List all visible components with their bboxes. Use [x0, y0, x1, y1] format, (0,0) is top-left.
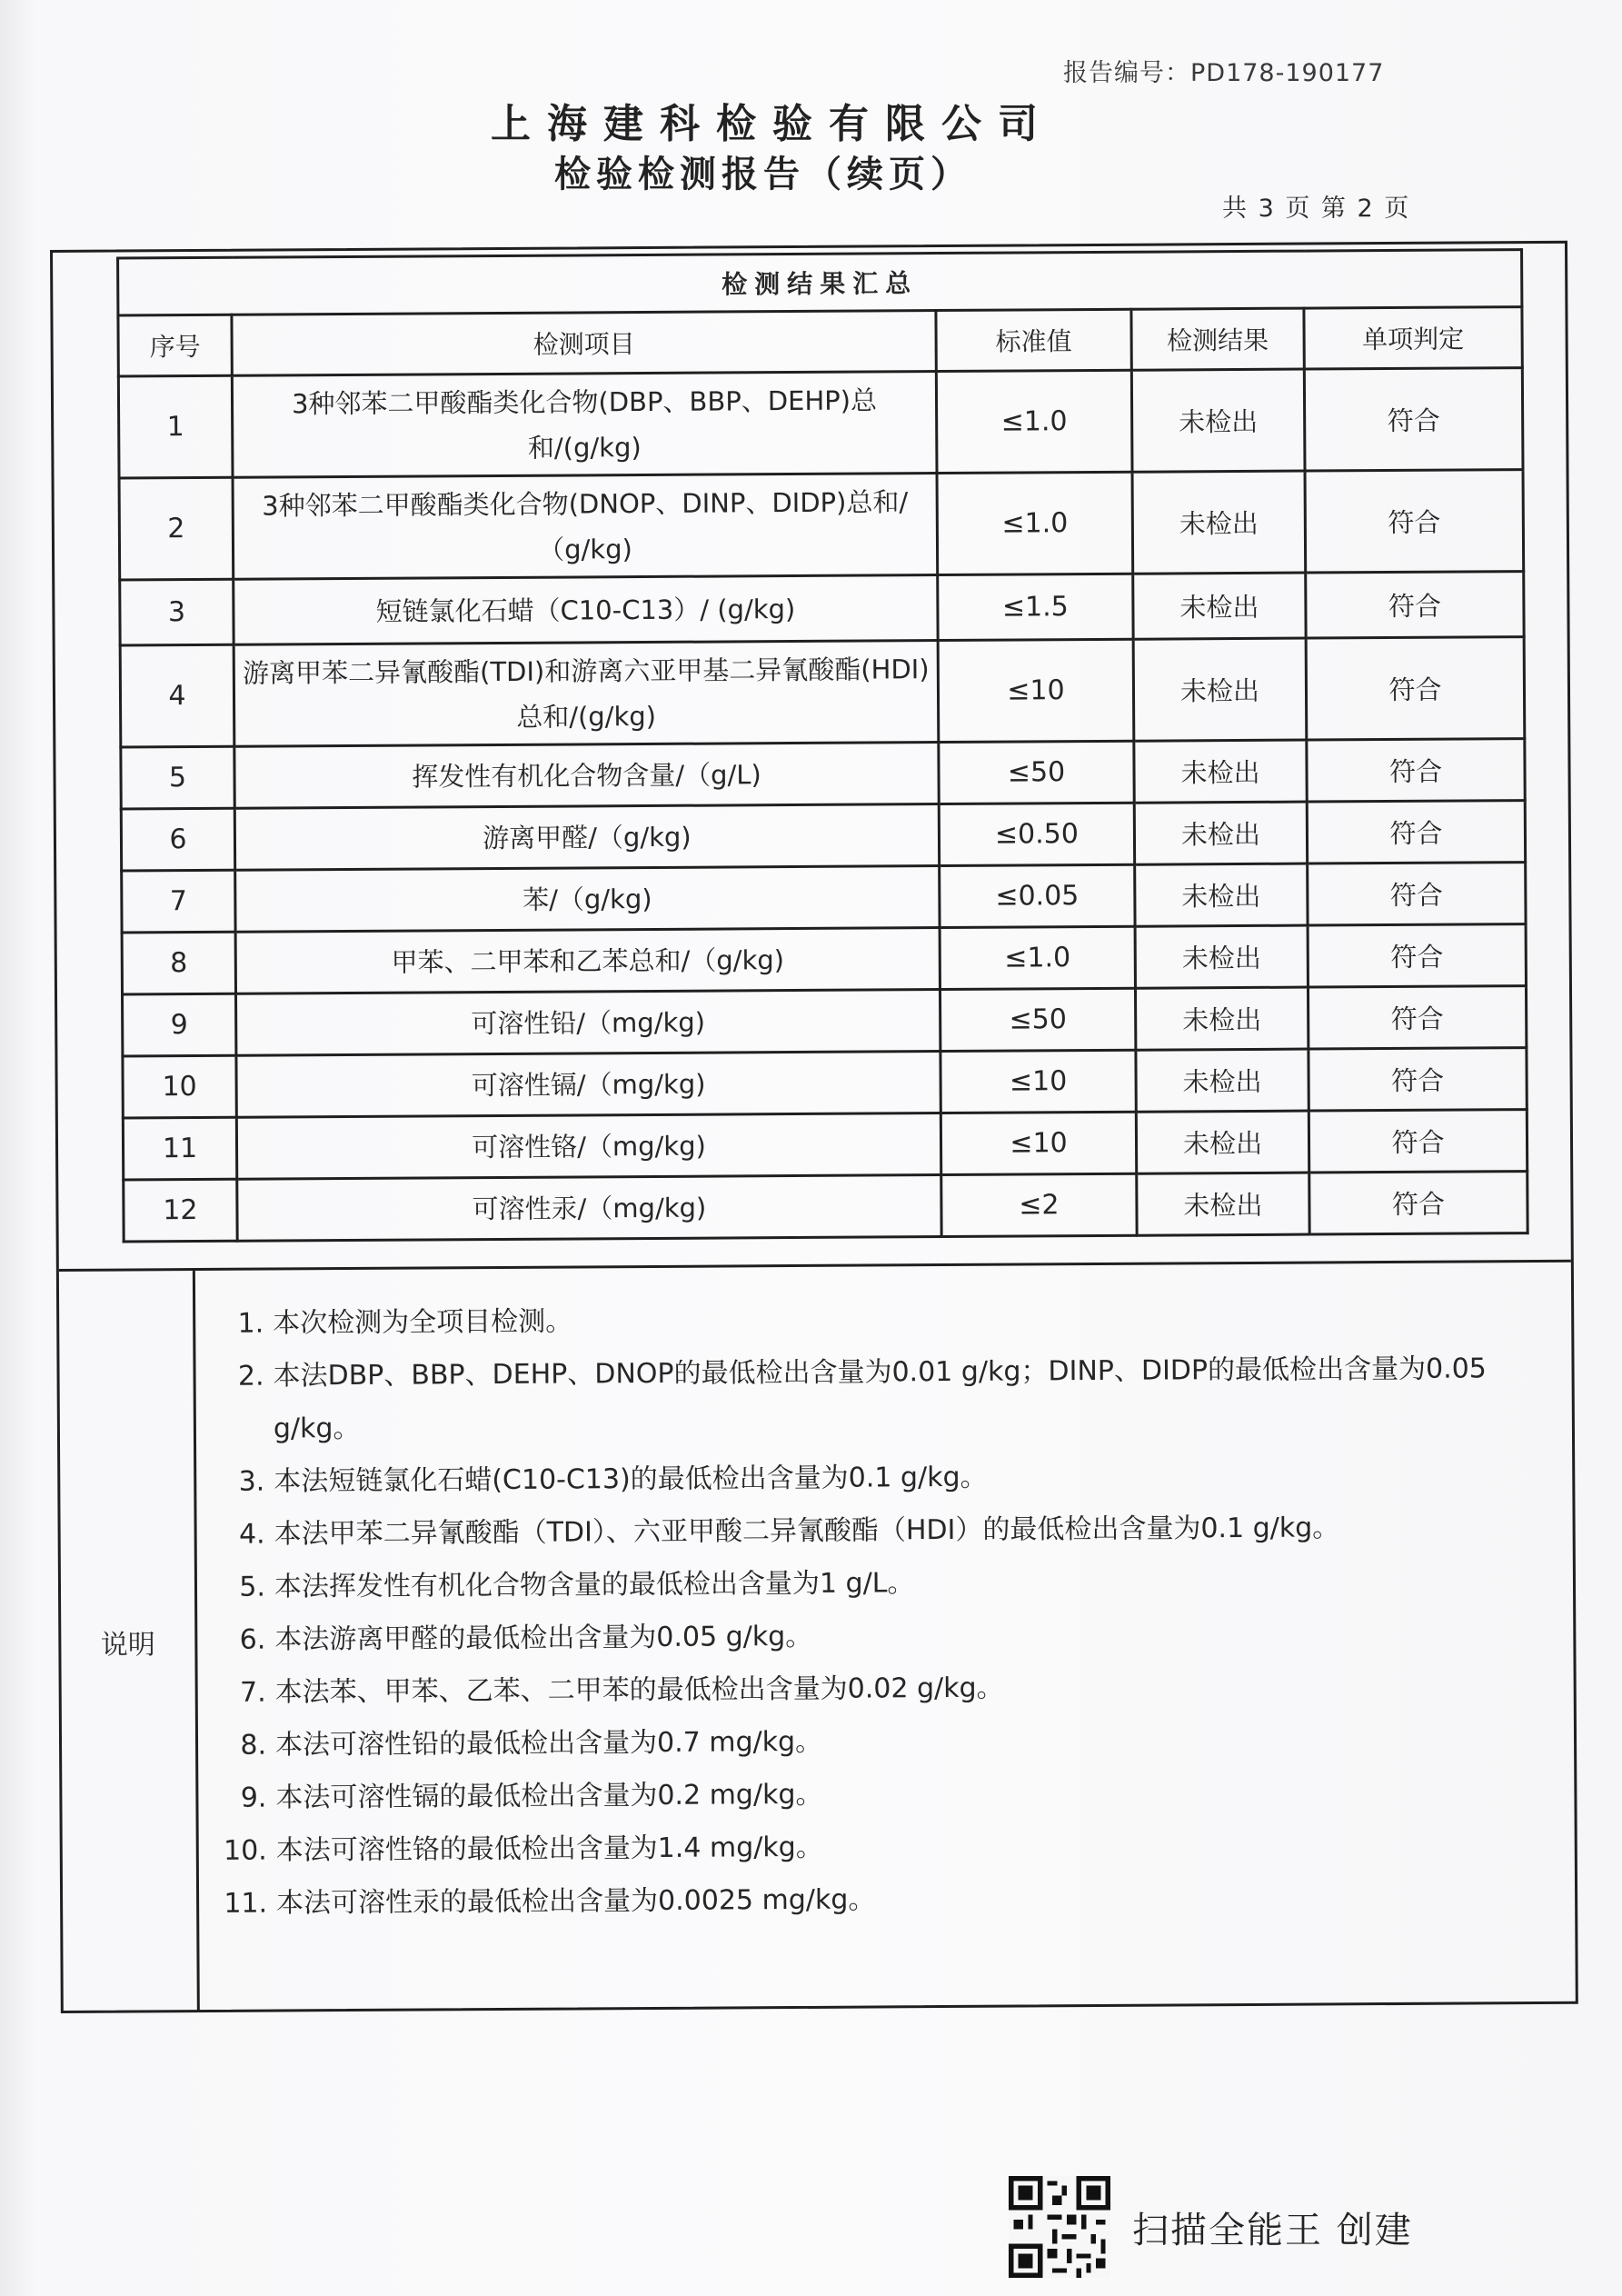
row-test-item: 可溶性铬/（mg/kg) [236, 1113, 940, 1180]
note-item [212, 1659, 1547, 1720]
scanner-watermark-text: 扫描全能王 创建 [1132, 2209, 1413, 2251]
row-judgment: 符合 [1309, 1110, 1527, 1173]
row-judgment: 符合 [1307, 739, 1525, 802]
row-number: 8 [122, 932, 235, 994]
row-standard-value: ≤1.0 [940, 926, 1135, 989]
note-text: 本法游离甲醛的最低检出含量为0.05 g/kg。 [274, 1620, 813, 1656]
table-row [122, 863, 1526, 933]
row-standard-value: ≤1.0 [936, 370, 1132, 473]
row-judgment: 符合 [1308, 924, 1526, 987]
note-number: 11. [224, 1887, 268, 1920]
note-text: 本法可溶性镉的最低检出含量为0.2 mg/kg。 [275, 1778, 823, 1814]
notes-section [59, 1260, 1576, 2012]
row-number: 11 [123, 1117, 236, 1180]
note-item [211, 1553, 1547, 1614]
note-number: 6. [239, 1623, 266, 1656]
company-name: 上海建科检验有限公司 [491, 101, 1054, 147]
note-text: 本法可溶性汞的最低检出含量为0.0025 mg/kg。 [276, 1883, 876, 1920]
row-number: 4 [120, 644, 234, 747]
column-header: 检测项目 [232, 311, 936, 376]
row-judgment: 符合 [1308, 863, 1526, 925]
row-judgment: 符合 [1308, 986, 1526, 1049]
row-number: 2 [119, 477, 234, 580]
row-standard-value: ≤1.0 [937, 472, 1133, 574]
table-row [121, 739, 1525, 809]
note-text: 本法苯、甲苯、乙苯、二甲苯的最低检出含量为0.02 g/kg。 [274, 1672, 1004, 1709]
note-number: 4. [238, 1518, 265, 1551]
row-standard-value: ≤10 [940, 1112, 1136, 1174]
note-item [213, 1870, 1548, 1931]
row-test-item: 可溶性汞/（mg/kg) [237, 1175, 941, 1242]
row-standard-value: ≤1.5 [938, 574, 1133, 640]
page-count: 共 3 页 第 2 页 [1222, 195, 1411, 223]
table-row [123, 986, 1527, 1056]
note-number: 10. [223, 1834, 267, 1867]
note-number: 3. [238, 1465, 265, 1498]
note-number: 9. [240, 1782, 267, 1814]
row-number: 9 [123, 993, 236, 1056]
table-row [123, 1110, 1527, 1180]
row-number: 3 [120, 579, 234, 645]
table-row [122, 924, 1526, 994]
row-test-result: 未检出 [1134, 740, 1307, 803]
note-text: 本法甲苯二异氰酸酯（TDI）、六亚甲酸二异氰酸酯（HDI）的最低检出含量为0.1 g/kg。 [274, 1512, 1340, 1551]
row-test-item: 游离甲苯二异氰酸酯(TDI)和游离六亚甲基二异氰酸酯(HDI)总和/(g/kg) [234, 641, 939, 747]
report-frame [50, 241, 1578, 2013]
row-test-result: 未检出 [1135, 925, 1308, 988]
report-number: 报告编号：PD178-190177 [1063, 59, 1385, 87]
table-row [124, 1172, 1527, 1242]
row-standard-value: ≤0.50 [939, 803, 1134, 865]
row-number: 7 [122, 870, 235, 933]
row-judgment: 符合 [1309, 1172, 1527, 1234]
row-test-item: 苯/（g/kg) [235, 866, 940, 933]
table-row [123, 1048, 1527, 1118]
note-text: 本法可溶性铬的最低检出含量为1.4 mg/kg。 [275, 1831, 823, 1867]
note-item [212, 1764, 1547, 1825]
column-header: 检测结果 [1131, 308, 1304, 370]
row-test-item: 3种邻苯二甲酸酯类化合物(DNOP、DINP、DIDP)总和/（g/kg) [233, 474, 938, 580]
row-judgment: 符合 [1307, 801, 1525, 863]
note-item [210, 1448, 1546, 1509]
table-row [120, 637, 1525, 747]
row-test-result: 未检出 [1136, 1049, 1309, 1112]
note-text: 本法短链氯化石蜡(C10-C13)的最低检出含量为0.1 g/kg。 [274, 1461, 988, 1498]
note-item [209, 1290, 1545, 1351]
row-test-result: 未检出 [1132, 471, 1306, 574]
note-number: 8. [240, 1729, 267, 1762]
row-number: 5 [121, 746, 234, 809]
notes-list [209, 1290, 1548, 1931]
note-item [209, 1343, 1546, 1456]
row-judgment: 符合 [1304, 368, 1523, 471]
row-test-item: 游离甲醛/（g/kg) [234, 804, 939, 871]
row-standard-value: ≤50 [940, 988, 1135, 1051]
row-number: 1 [118, 375, 233, 478]
qr-code-icon [1009, 2176, 1110, 2278]
note-item [210, 1501, 1546, 1562]
note-item [213, 1817, 1548, 1878]
summary-title: 检测结果汇总 [118, 250, 1522, 315]
scanner-footer [1009, 2172, 1413, 2281]
row-test-result: 未检出 [1133, 638, 1307, 741]
row-test-item: 3种邻苯二甲酸酯类化合物(DBP、BBP、DEHP)总和/(g/kg) [232, 372, 937, 478]
note-number: 7. [239, 1676, 266, 1709]
table-row [121, 801, 1525, 871]
row-test-item: 短链氯化石蜡（C10-C13）/ (g/kg) [234, 575, 938, 645]
row-judgment: 符合 [1305, 470, 1524, 573]
column-header: 单项判定 [1304, 307, 1522, 369]
row-test-result: 未检出 [1134, 802, 1307, 864]
note-number: 5. [239, 1571, 266, 1603]
note-number: 2. [237, 1360, 264, 1393]
note-number: 1. [237, 1307, 264, 1340]
note-text: 本法挥发性有机化合物含量的最低检出含量为1 g/L。 [274, 1567, 915, 1603]
note-text: 本法DBP、BBP、DEHP、DNOP的最低检出含量为0.01 g/kg；DINP、DIDP的最低检出含量为0.05 g/kg。 [273, 1353, 1487, 1445]
row-judgment: 符合 [1309, 1048, 1527, 1111]
row-test-result: 未检出 [1135, 987, 1308, 1050]
row-test-item: 可溶性镉/（mg/kg) [236, 1052, 940, 1118]
row-standard-value: ≤0.05 [940, 864, 1135, 927]
table-row [120, 572, 1524, 645]
table-row [119, 470, 1524, 580]
row-number: 10 [123, 1055, 236, 1118]
row-standard-value: ≤10 [938, 639, 1134, 742]
table-row [118, 368, 1523, 478]
column-header: 标准值 [936, 309, 1131, 371]
table-header-row [118, 307, 1522, 376]
row-test-result: 未检出 [1137, 1173, 1309, 1235]
row-test-result: 未检出 [1133, 573, 1306, 639]
results-table [116, 248, 1529, 1243]
row-test-result: 未检出 [1131, 369, 1305, 472]
note-text: 本次检测为全项目检测。 [273, 1305, 573, 1340]
row-test-result: 未检出 [1135, 863, 1308, 926]
row-judgment: 符合 [1306, 637, 1525, 740]
row-number: 6 [121, 808, 234, 871]
row-standard-value: ≤2 [941, 1173, 1137, 1236]
note-item [212, 1712, 1547, 1772]
column-header: 序号 [118, 314, 232, 376]
results-body [118, 368, 1527, 1242]
row-standard-value: ≤50 [939, 741, 1134, 804]
notes-label: 说明 [59, 1271, 200, 2012]
row-standard-value: ≤10 [940, 1050, 1136, 1113]
document-title: 检验检测报告（续页） [554, 153, 972, 195]
row-test-item: 甲苯、二甲苯和乙苯总和/（g/kg) [235, 928, 940, 994]
row-test-result: 未检出 [1136, 1111, 1309, 1173]
note-item [211, 1606, 1547, 1667]
row-test-item: 挥发性有机化合物含量/（g/L) [234, 743, 939, 809]
row-test-item: 可溶性铅/（mg/kg) [236, 990, 940, 1056]
note-text: 本法可溶性铅的最低检出含量为0.7 mg/kg。 [274, 1725, 823, 1762]
row-judgment: 符合 [1306, 572, 1524, 638]
row-number: 12 [124, 1179, 237, 1242]
